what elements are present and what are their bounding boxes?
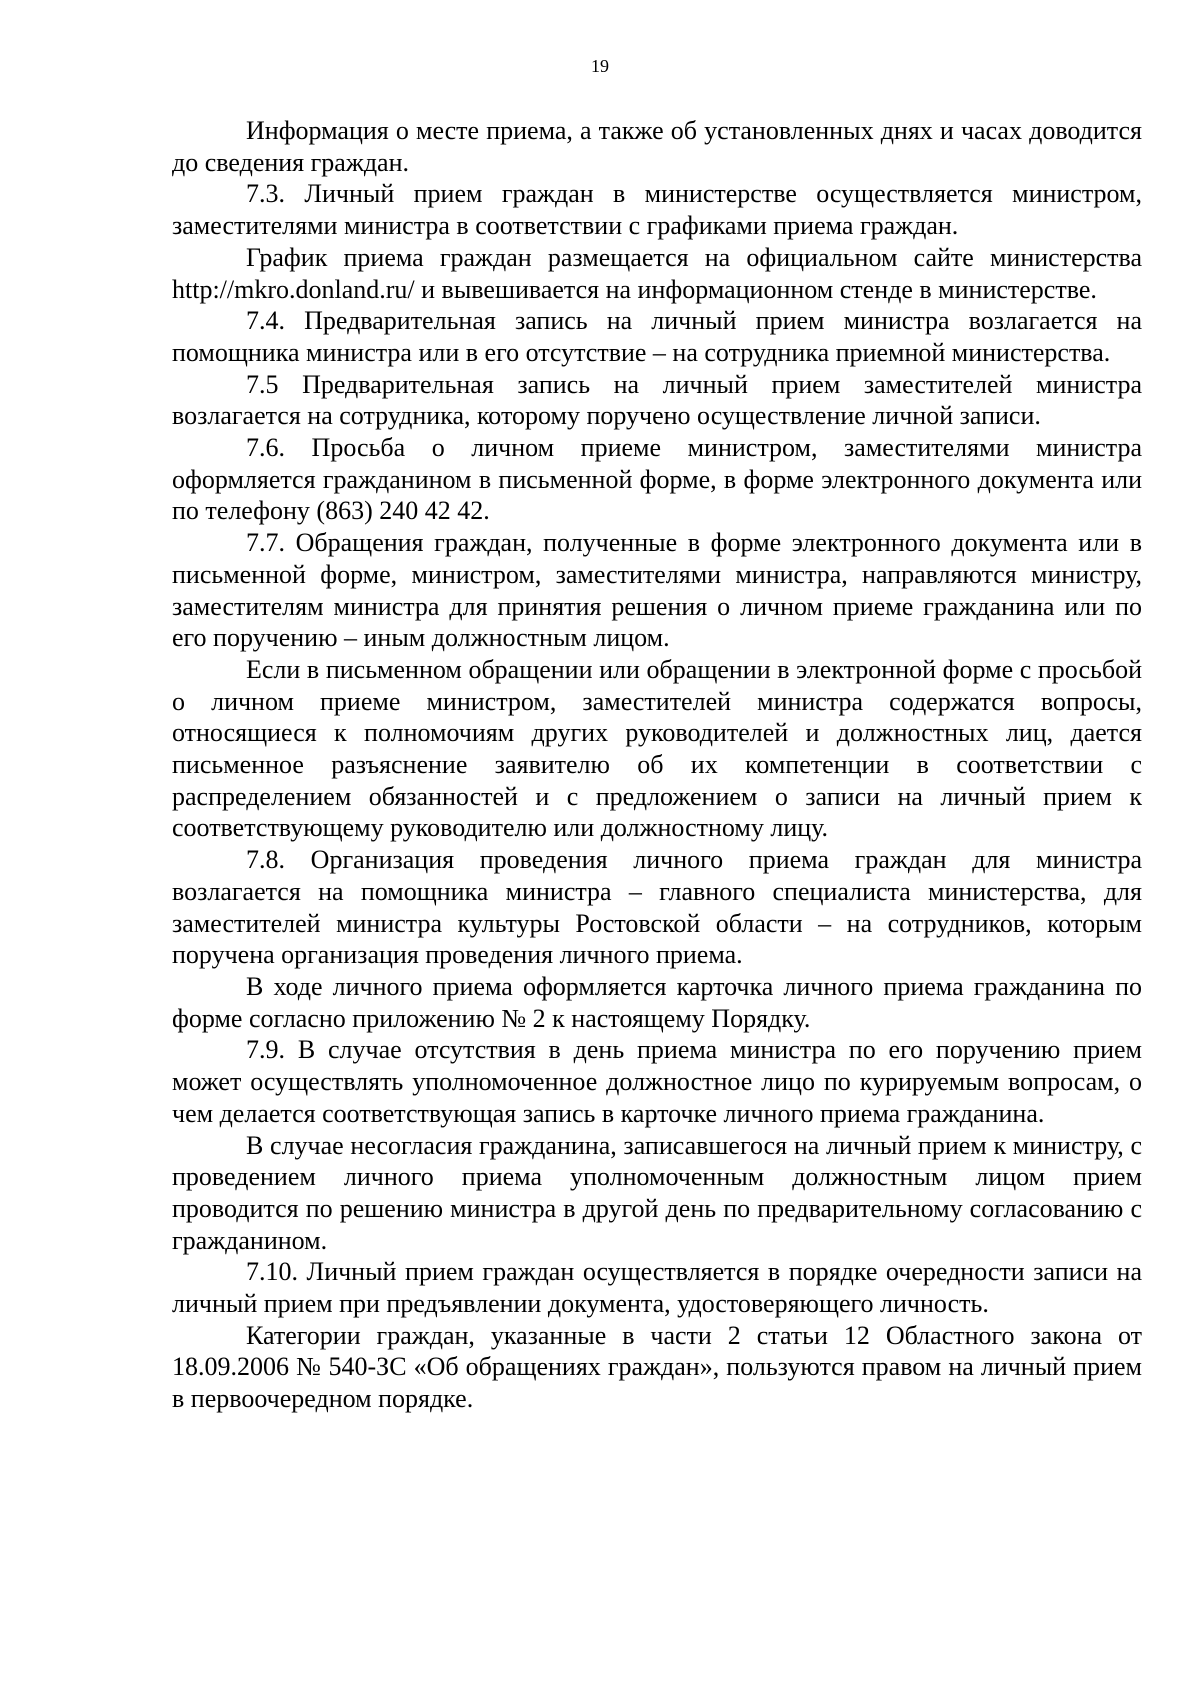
paragraph: Информация о месте приема, а также об установленных днях и часах доводится до сведения граждан.: [172, 116, 1142, 177]
paragraph: 7.5 Предварительная запись на личный прием заместителей министра возлагается на сотрудника, которому поручено осуществление личной записи.: [172, 369, 1142, 431]
paragraph: 7.4. Предварительная запись на личный прием министра возлагается на помощника министра или в его отсутствие – на сотрудника приемной министерства.: [172, 306, 1142, 367]
paragraph: 7.8. Организация проведения личного приема граждан для министра возлагается на помощника министра – главного специалиста министерства, для заместителей министра культуры Ростовской области – на сотрудников, которым поручена организация проведения личного приема.: [172, 845, 1142, 970]
paragraph: В ходе личного приема оформляется карточка личного приема гражданина по форме согласно приложению № 2 к настоящему Порядку.: [172, 971, 1142, 1033]
paragraph: В случае несогласия гражданина, записавшегося на личный прием к министру, с проведением личного приема уполномоченным должностным лицом прием проводится по решению министра в другой день по предварительному согласованию с гражданином.: [172, 1130, 1142, 1255]
paragraph: График приема граждан размещается на официальном сайте министерства http://mkro.donland.ru/ и вывешивается на информационном стенде в министерстве.: [172, 242, 1142, 304]
paragraph: 7.10. Личный прием граждан осуществляется в порядке очередности записи на личный прием при предъявлении документа, удостоверяющего личность.: [172, 1257, 1142, 1319]
paragraph: Если в письменном обращении или обращении в электронной форме с просьбой о личном приеме министром, заместителей министра содержатся вопросы, относящиеся к полномочиям других руководителей и должностных лиц, дается письменное разъяснение заявителю об их компетенции в соответствии с распределением обязанностей и с предложением о записи на личный прием к соответствующему руководителю или должностному лицу.: [172, 654, 1142, 843]
paragraph: 7.3. Личный прием граждан в министерстве осуществляется министром, заместителями министра в соответствии с графиками приема граждан.: [172, 179, 1142, 241]
document-body: [172, 115, 1142, 1415]
paragraph: 7.7. Обращения граждан, полученные в форме электронного документа или в письменной форме, министром, заместителями министра, направляются министру, заместителям министра для принятия решения о личном приеме гражданина или по его поручению – иным должностным лицом.: [172, 528, 1142, 653]
page-number: 19: [591, 56, 609, 76]
paragraph: 7.6. Просьба о личном приеме министром, заместителями министра оформляется гражданином в письменной форме, в форме электронного документа или по телефону (863) 240 42 42.: [172, 433, 1142, 526]
paragraph: 7.9. В случае отсутствия в день приема министра по его поручению прием может осуществлять уполномоченное должностное лицо по курируемым вопросам, о чем делается соответствующая запись в карточке личного приема гражданина.: [172, 1035, 1142, 1128]
paragraph: Категории граждан, указанные в части 2 статьи 12 Областного закона от 18.09.2006 № 540-ЗС «Об обращениях граждан», пользуются правом на личный прием в первоочередном порядке.: [172, 1320, 1142, 1414]
